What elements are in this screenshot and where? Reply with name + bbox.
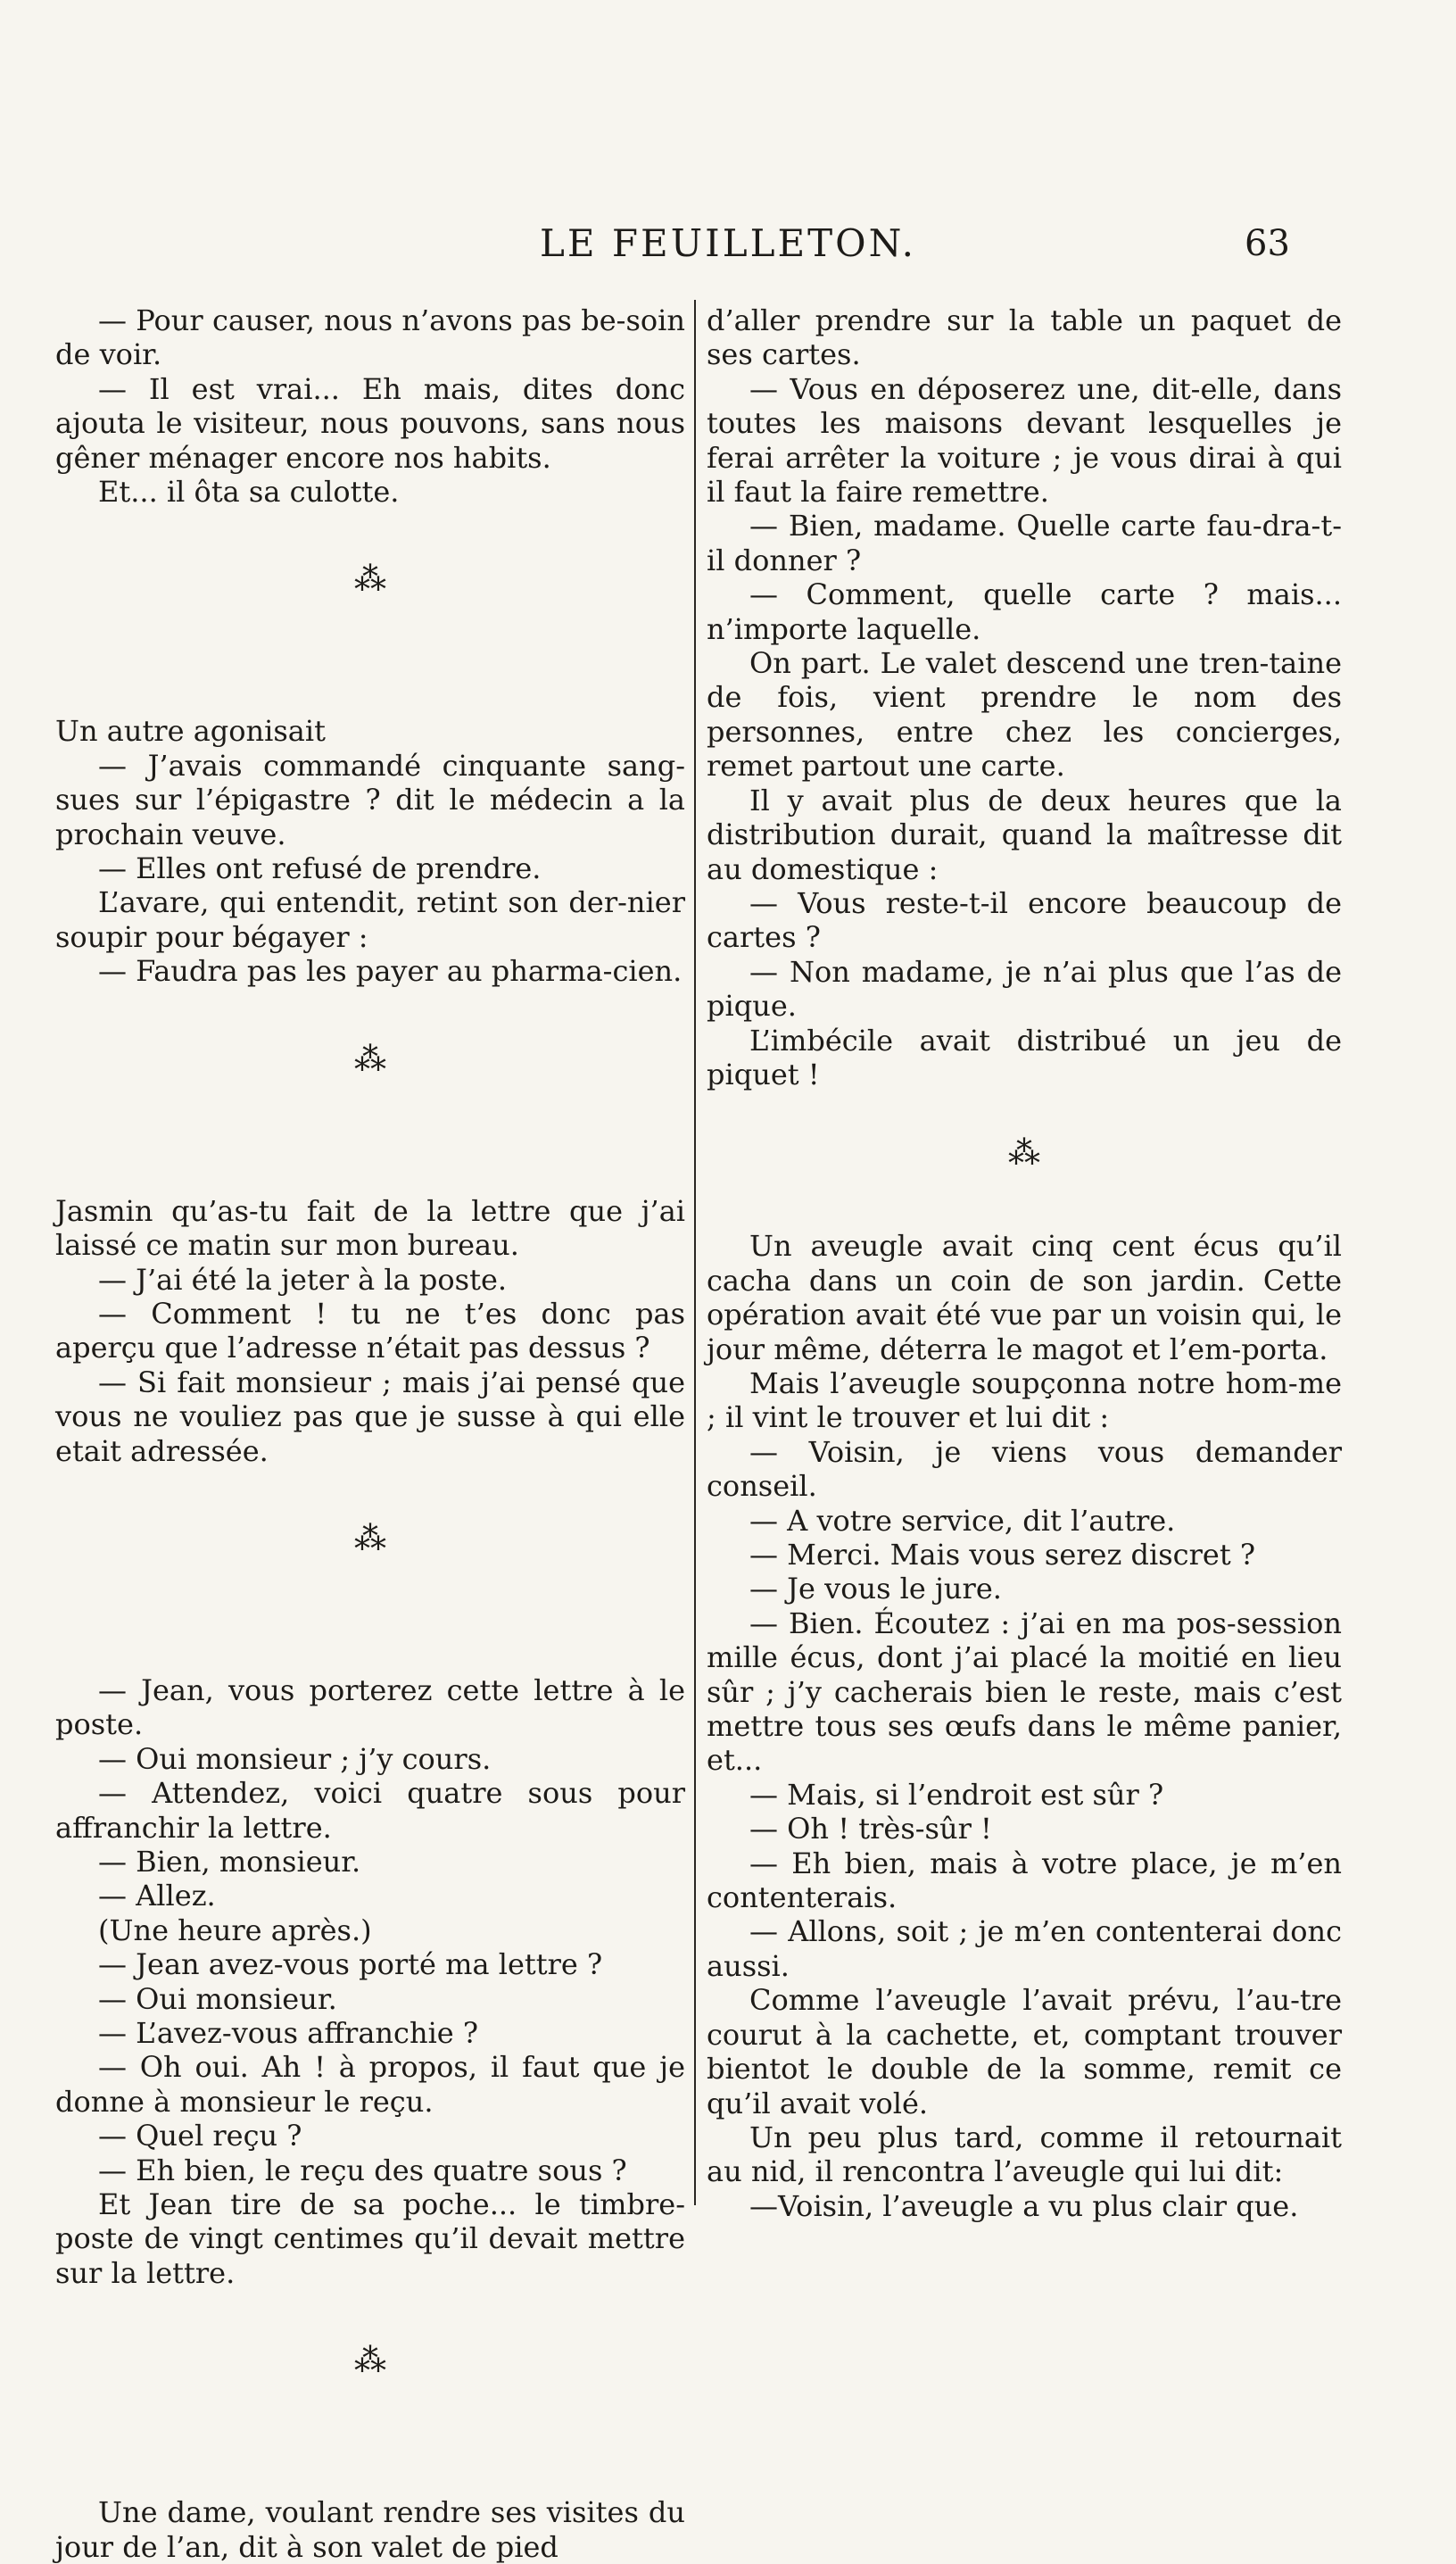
paragraph: — Comment, quelle carte ? mais... n’importe laquelle.	[707, 577, 1342, 646]
paragraph: Un peu plus tard, comme il retournait au nid, il rencontra l’aveugle qui lui dit:	[707, 2120, 1342, 2189]
asterism-ornament: ⁂	[354, 1041, 386, 1078]
paragraph: L’avare, qui entendit, retint son der-nier soupir pour bégayer :	[55, 885, 685, 954]
paragraph: L’imbécile avait distribué un jeu de piquet !	[707, 1023, 1342, 1091]
paragraph: Jasmin qu’as-tu fait de la lettre que j’ai laissé ce matin sur mon bureau.	[55, 1193, 685, 1263]
paragraph: Et... il ôta sa culotte.	[98, 475, 400, 510]
paragraph: — Il est vrai... Eh mais, dites donc ajouta le visiteur, nous pouvons, sans nous gêner ménager encore nos habits.	[55, 371, 685, 475]
paragraph: — Merci. Mais vous serez discret ?	[749, 1538, 1255, 1572]
paragraph: — Non madame, je n’ai plus que l’as de pique.	[707, 954, 1342, 1024]
paragraph: — Vous en déposerez une, dit-elle, dans toutes les maisons devant lesquelles je ferai arrêter la voiture ; je vous dirai à qui il faut la faire remettre.	[707, 371, 1342, 510]
paragraph: On part. Le valet descend une tren-taine de fois, vient prendre le nom des personnes, entre chez les concierges, remet partout une carte.	[707, 646, 1342, 784]
paragraph: — Vous reste-t-il encore beaucoup de cartes ?	[707, 885, 1342, 955]
asterism-ornament: ⁂	[354, 1520, 386, 1557]
paragraph: Mais l’aveugle soupçonna notre hom-me ; il vint le trouver et lui dit :	[707, 1365, 1342, 1435]
paragraph: — Oui monsieur.	[98, 1981, 337, 2016]
paragraph: —Voisin, l’aveugle a vu plus clair que.	[749, 2188, 1299, 2223]
section-separator	[55, 2290, 685, 2495]
paragraph: Et Jean tire de sa poche... le timbre-poste de vingt centimes qu’il devait mettre sur la lettre.	[55, 2187, 685, 2290]
paragraph: — Comment ! tu ne t’es donc pas aperçu que l’adresse n’était pas dessus ?	[55, 1296, 685, 1365]
section-separator	[55, 1468, 685, 1673]
paragraph: — Jean, vous porterez cette lettre à le poste.	[55, 1672, 685, 1742]
paragraph: — Jean avez-vous porté ma lettre ?	[98, 1947, 603, 1982]
section-separator	[707, 1091, 1342, 1229]
left-column	[55, 303, 685, 2564]
paragraph: — Attendez, voici quatre sous pour affranchir la lettre.	[55, 1776, 685, 1845]
paragraph: — A votre service, dit l’autre.	[749, 1503, 1176, 1538]
paragraph: — Eh bien, mais à votre place, je m’en contenterais.	[707, 1846, 1342, 1915]
column-divider	[694, 300, 696, 2205]
paragraph: Un autre agonisait	[55, 714, 326, 749]
paragraph: Il y avait plus de deux heures que la distribution durait, quand la maîtresse dit au domestique :	[707, 783, 1342, 886]
paragraph: Comme l’aveugle l’avait prévu, l’au-tre courut à la cachette, et, comptant trouver bientot le double de la somme, remit ce qu’il avait volé.	[707, 1983, 1342, 2120]
section-separator	[55, 509, 685, 714]
paragraph: Une dame, voulant rendre ses visites du jour de l’an, dit à son valet de pied	[55, 2495, 685, 2564]
paragraph: — J’ai été la jeter à la poste.	[98, 1262, 508, 1297]
page-number: 63	[1245, 223, 1290, 264]
paragraph: — Oh oui. Ah ! à propos, il faut que je donne à monsieur le reçu.	[55, 2050, 685, 2119]
paragraph: — Mais, si l’endroit est sûr ?	[749, 1777, 1164, 1812]
running-title: LE FEUILLETON.	[540, 221, 916, 265]
paragraph: — Si fait monsieur ; mais j’ai pensé que vous ne vouliez pas que je susse à qui elle etait adressée.	[55, 1365, 685, 1468]
paragraph: — Je vous le jure.	[749, 1572, 1002, 1606]
asterism-ornament: ⁂	[1008, 1135, 1040, 1173]
paragraph: d’aller prendre sur la table un paquet de ses cartes.	[707, 303, 1342, 372]
paragraph: — Faudra pas les payer au pharma-cien.	[98, 954, 682, 989]
paragraph: — Allons, soit ; je m’en contenterai donc aussi.	[707, 1914, 1342, 1983]
paragraph: — Oui monsieur ; j’y cours.	[98, 1741, 492, 1776]
asterism-ornament: ⁂	[354, 2343, 386, 2380]
paragraph: — Pour causer, nous n’avons pas be-soin de voir.	[55, 303, 685, 372]
section-separator	[55, 989, 685, 1194]
paragraph: — J’avais commandé cinquante sang-sues sur l’épigastre ? dit le médecin a la prochain veuve.	[55, 748, 685, 851]
paragraph: — Allez.	[98, 1879, 216, 1913]
asterism-ornament: ⁂	[354, 561, 386, 599]
paragraph: — Oh ! très-sûr !	[749, 1812, 992, 1846]
paragraph: — Elles ont refusé de prendre.	[98, 851, 542, 886]
paragraph: (Une heure après.)	[98, 1913, 372, 1947]
paragraph: — L’avez-vous affranchie ?	[98, 2016, 479, 2050]
paragraph: — Quel reçu ?	[98, 2119, 302, 2153]
paragraph: — Bien, madame. Quelle carte fau-dra-t-il donner ?	[707, 509, 1342, 577]
paragraph: — Voisin, je viens vous demander conseil.	[707, 1434, 1342, 1504]
paragraph: Un aveugle avait cinq cent écus qu’il cacha dans un coin de son jardin. Cette opération avait été vue par un voisin qui, le jour même, déterra le magot et l’em-porta.	[707, 1229, 1342, 1366]
page-header	[0, 221, 1456, 275]
paragraph: — Bien, monsieur.	[98, 1844, 361, 1879]
paragraph: — Eh bien, le reçu des quatre sous ?	[98, 2153, 627, 2187]
right-column	[707, 303, 1342, 2223]
paragraph: — Bien. Écoutez : j’ai en ma pos-session mille écus, dont j’ai placé la moitié en lieu sûr ; j’y cacherais bien le reste, mais c’est mettre tous ses œufs dans le même panier, et...	[707, 1606, 1342, 1778]
